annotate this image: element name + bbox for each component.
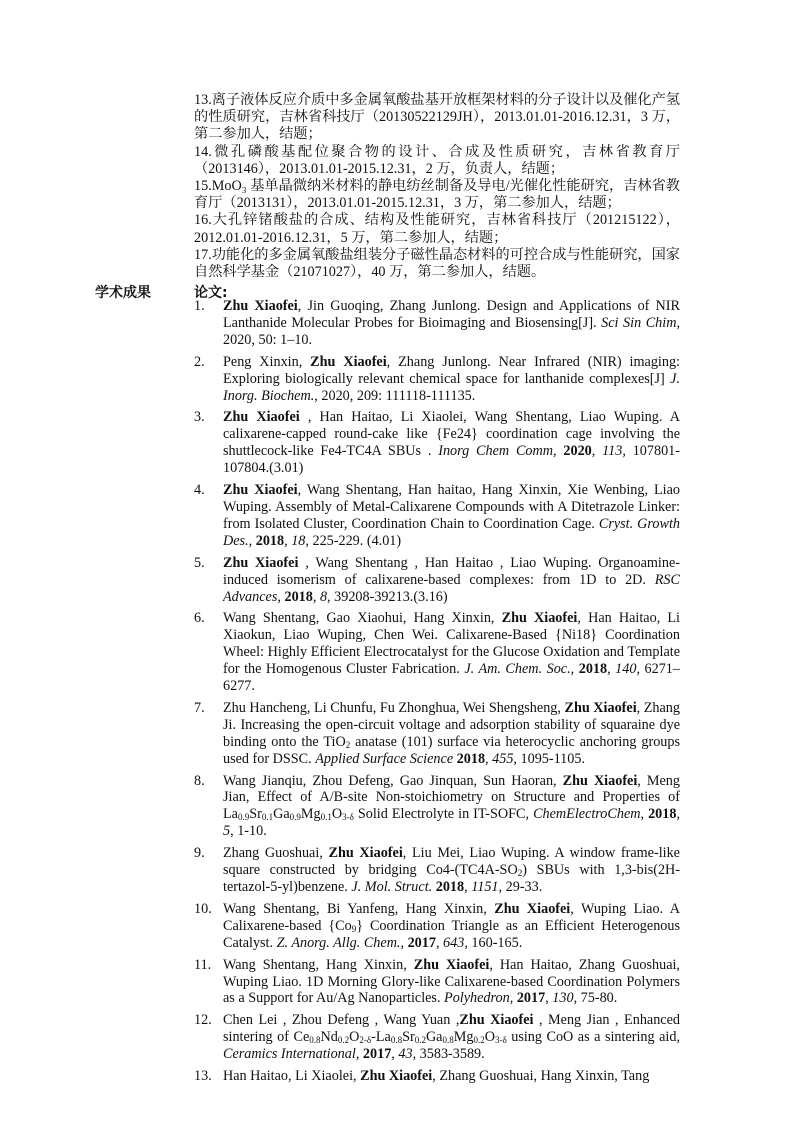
paper-entry [194,610,680,695]
paper-entry [194,700,680,768]
paper-citation: Wang Jianqiu, Zhou Defeng, Gao Jinquan, Sun Haoran, Zhu Xiaofei, Meng Jian, Effect of A/B-site Non-stoichiometry on Structure and Properties of $La_{0.9}Sr_{0.1}Ga_{0.9}Mg_{0.1}O_{3-\delta}$ Solid Electrolyte in IT-SOFC, ChemElectroChem, 2018, 5, 1-10. [223,772,680,840]
paper-list [194,298,680,1090]
paper-citation: Peng Xinxin, Zhu Xiaofei, Zhang Junlong. Near Infrared (NIR) imaging: Exploring biologically relevant chemical space for lanthanide complexes[J] J. Inorg. Biochem., 2020, 209: 111118-111135. [223,353,680,404]
paper-entry [194,957,680,1008]
paper-number: 11. [194,956,212,973]
paper-entry [194,555,680,606]
section-label-academic-achievements: 学术成果 [95,285,151,301]
paper-number: 8. [194,772,205,789]
paper-citation: Zhu Xiaofei, Jin Guoqing, Zhang Junlong. Design and Applications of NIR Lanthanide Molecular Probes for Bioimaging and Biosensing[J]. Sci Sin Chim, 2020, 50: 1–10. [223,298,680,348]
paper-number: 2. [194,353,205,370]
paper-number: 13. [194,1068,212,1085]
papers-heading: 论文: [194,285,228,301]
paper-number: 10. [194,900,212,917]
paper-citation: Zhu Hancheng, Li Chunfu, Fu Zhonghua, Wei Shengsheng, Zhu Xiaofei, Zhang Ji. Increasing the open-circuit voltage and adsorption stability of squaraine dye binding onto the TiO$_2$ anatase (101) surface via heterocyclic anchoring groups used for DSSC. Applied Surface Science 2018, 455, 1095-1105. [223,699,680,767]
paper-entry [194,354,680,405]
project-list [194,92,680,281]
paper-citation: Zhu Xiaofei , Han Haitao, Li Xiaolei, Wang Shentang, Liao Wuping. A calixarene-capped round-cake like {Fe24} coordination cage involving the shuttlecock-like Fe4-TC4A SBUs . Inorg Chem Comm, 2020, 113, 107801-107804.(3.01) [223,409,680,477]
paper-entry [194,1068,680,1085]
paper-number: 1. [194,298,205,314]
paper-entry [194,1012,680,1063]
paper-entry [194,845,680,896]
paper-citation: Wang Shentang, Gao Xiaohui, Hang Xinxin, Zhu Xiaofei, Han Haitao, Li Xiaokun, Liao Wuping, Chen Wei. Calixarene-Based {Ni18} Coordination Wheel: Highly Efficient Electrocatalyst for the Glucose Oxidation and Template for the Homogenous Cluster Fabrication. J. Am. Chem. Soc., 2018, 140, 6271–6277. [223,610,681,695]
paper-citation: Wang Shentang, Hang Xinxin, Zhu Xiaofei, Han Haitao, Zhang Guoshuai, Wuping Liao. 1D Morning Glory-like Calixarene-based Coordination Polymers as a Support for Au/Ag Nanoparticles. Polyhedron, 2017, 130, 75-80. [223,956,680,1007]
project-item: 17.功能化的多金属氧酸盐组装分子磁性晶态材料的可控合成与性能研究，国家自然科学基金（21071027），40 万，第二参加人，结题。 [194,246,680,281]
paper-number: 12. [194,1012,212,1029]
paper-citation: Wang Shentang, Bi Yanfeng, Hang Xinxin, Zhu Xiaofei, Wuping Liao. A Calixarene-based $\{Co_9\}$ Coordination Triangle as an Efficient Heterogenous Catalyst. Z. Anorg. Allg. Chem., 2017, 643, 160-165. [223,900,681,951]
paper-citation: Zhu Xiaofei , Wang Shentang , Han Haitao , Liao Wuping. Organoamine-induced isomerism of calixarene-based complexes: from 1D to 2D. RSC Advances, 2018, 8, 39208-39213.(3.16) [223,554,680,605]
paper-entry [194,482,680,550]
project-item: 16.大孔锌锗酸盐的合成、结构及性能研究，吉林省科技厅（201215122），2012.01.01-2016.12.31，5 万，第二参加人，结题； [194,212,680,246]
paper-number: 9. [194,845,205,862]
paper-number: 4. [194,482,205,499]
paper-number: 7. [194,699,205,716]
paper-entry [194,773,680,841]
paper-citation: Han Haitao, Li Xiaolei, Zhu Xiaofei, Zhang Guoshuai, Hang Xinxin, Tang [223,1068,650,1085]
project-item: 14.微孔磷酸基配位聚合物的设计、合成及性质研究，吉林省教育厅（2013146），2013.01.01-2015.12.31，2 万，负责人，结题； [194,143,680,177]
paper-citation: Chen Lei , Zhou Defeng , Wang Yuan ,Zhu Xiaofei , Meng Jian , Enhanced sintering of $Ce_{0.8}Nd_{0.2}O_{2-\delta}-La_{0.8}Sr_{0.2}Ga_{0.8}Mg_{0.2}O_{3-\delta}$ using CoO as a sintering aid, Ceramics International, 2017, 43, 3583-3589. [223,1012,680,1063]
project-item: 13.离子液体反应介质中多金属氧酸盐基开放框架材料的分子设计以及催化产氢的性质研究，吉林省科技厅（20130522129JH），2013.01.01-2016.12.31，3 万，第二参加人，结题； [194,92,680,143]
paper-entry [194,901,680,952]
paper-citation: Zhang Guoshuai, Zhu Xiaofei, Liu Mei, Liao Wuping. A window frame-like square constructed by bridging $Co4-(TC4A-SO_2)$ SBUs with 1,3-bis(2H-tertazol-5-yl)benzene. J. Mol. Struct. 2018, 1151, 29-33. [223,845,681,895]
paper-citation: Zhu Xiaofei, Wang Shentang, Han haitao, Hang Xinxin, Xie Wenbing, Liao Wuping. Assembly of Metal-Calixarene Compounds with A Ditetrazole Linker: from Isolated Cluster, Coordination Chain to Coordination Cage. Cryst. Growth Des., 2018, 18, 225-229. (4.01) [223,482,680,549]
paper-number: 6. [194,610,205,627]
paper-number: 5. [194,554,205,571]
project-item: 15.MoO₃ 基单晶微纳米材料的静电纺丝制备及导电/光催化性能研究，吉林省教育厅（2013131），2013.01.01-2015.12.31，3 万，第二参加人，结题； [194,178,680,212]
paper-number: 3. [194,409,205,426]
paper-entry [194,298,680,349]
paper-entry [194,409,680,477]
